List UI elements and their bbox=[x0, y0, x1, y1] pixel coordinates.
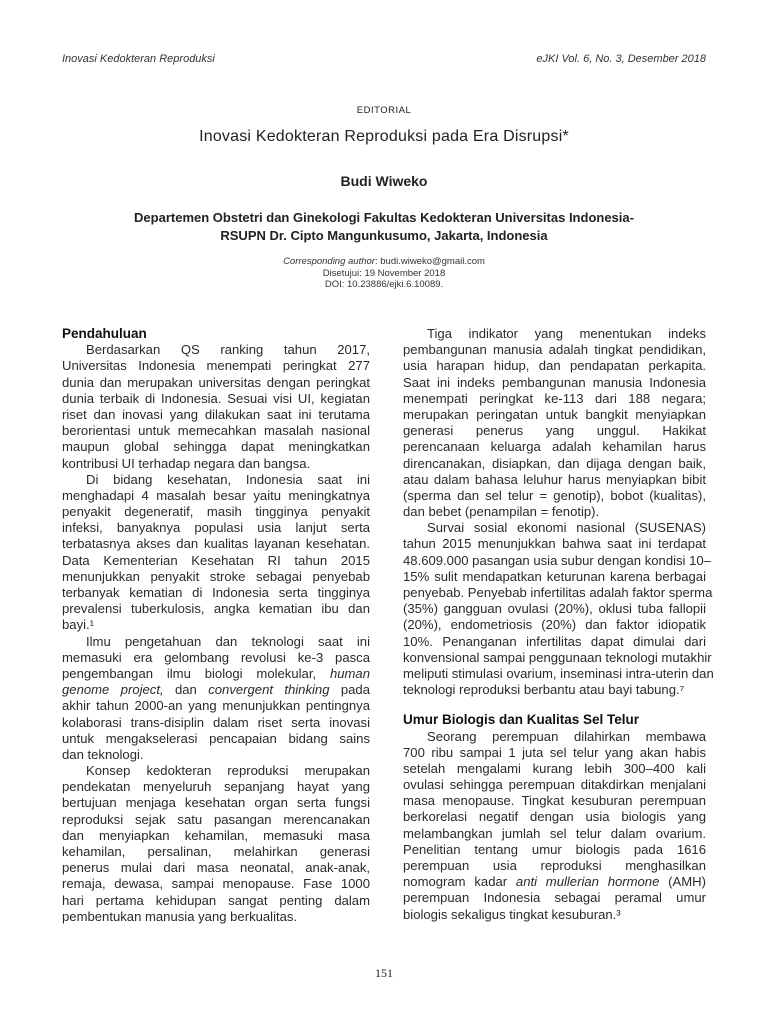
corresponding-email: : budi.wiweko@gmail.com bbox=[374, 256, 485, 267]
doi: DOI: 10.23886/ejki.6.10089. bbox=[324, 279, 444, 290]
paragraph bbox=[403, 520, 714, 698]
text-line: kehamilan, persalinan, melahirkan generasi bbox=[62, 844, 370, 860]
affiliation bbox=[0, 209, 768, 245]
text-line: untuk mengakselerasi pencapaian bidang sains bbox=[62, 730, 370, 746]
text-line: menghadapi 4 masalah besar yaitu meningkatnya bbox=[62, 487, 370, 503]
text-line: 700 ribu sampai 1 juta sel telur yang akan habis bbox=[403, 744, 706, 760]
text-line: 10%. Penanganan infertilitas dapat dimulai dari bbox=[403, 633, 706, 649]
text-line: Data Kementerian Kesehatan RI tahun 2015 bbox=[62, 552, 370, 568]
text-line: penerus mulai dari masa neonatal, anak-anak, bbox=[62, 860, 370, 876]
affiliation-line-1: Departemen Obstetri dan Ginekologi Fakultas Kedokteran Universitas Indonesia- bbox=[134, 210, 634, 225]
corresponding-label: Corresponding author bbox=[283, 256, 375, 267]
text-line: riset dan inovasi yang dilakukan saat ini terutama bbox=[62, 406, 370, 422]
text-line: menempati peringkat ke-113 dari 188 negara; bbox=[403, 390, 706, 406]
text-line: meliputi stimulasi ovarium, inseminasi intra-uterin dan bbox=[403, 665, 714, 681]
text-line: nomogram kadar anti mullerian hormone (AMH) bbox=[403, 874, 706, 890]
text-line: teknologi reproduksi berbantu atau bayi tabung.⁷ bbox=[403, 682, 685, 698]
text-line: dunia terbaik di Indonesia. Sesuai visi UI, kegiatan bbox=[62, 390, 370, 406]
text-line: infeksi, banyaknya populasi usia lanjut serta bbox=[62, 520, 370, 536]
paragraph bbox=[62, 634, 370, 764]
article-title: Inovasi Kedokteran Reproduksi pada Era Disrupsi* bbox=[199, 128, 569, 145]
section-label: EDITORIAL bbox=[356, 105, 412, 116]
text-line: genome project, dan convergent thinking pada bbox=[62, 682, 370, 698]
text-line: 15% sulit mendapatkan keturunan karena berbagai bbox=[403, 568, 706, 584]
text-line: generasi penerus yang unggul. Hakikat bbox=[403, 423, 706, 439]
text-line: remaja, dewasa, sampai menopause. Fase 1000 bbox=[62, 876, 370, 892]
text-line: berkorelasi negatif dengan usia biologis yang bbox=[403, 809, 706, 825]
paragraph bbox=[403, 729, 706, 923]
author-name: Budi Wiweko bbox=[340, 173, 428, 189]
text-line: kontribusi UI terhadap negara dan bangsa. bbox=[62, 455, 311, 471]
text-line: pembentukan manusia yang berkualitas. bbox=[62, 908, 298, 924]
text-line: pengembangan ilmu biologi molekular, human bbox=[62, 665, 370, 681]
section-gap bbox=[403, 698, 706, 712]
text-line: perencanaan keluarga adalah kehamilan harus bbox=[403, 439, 706, 455]
text-line: penyebab. Penyebab infertilitas adalah faktor sperma bbox=[403, 585, 713, 600]
text-line: menunjukkan penyakit stroke sebagai penyebab bbox=[62, 568, 370, 584]
text-line: biologis sekaligus tingkat kesuburan.³ bbox=[403, 906, 621, 922]
text-line: (35%) gangguan ovulasi (20%), oklusi tuba fallopii bbox=[403, 601, 706, 617]
text-line: Penelitian tentang umur biologis pada 1616 bbox=[403, 841, 706, 857]
running-header-right: eJKI Vol. 6, No. 3, Desember 2018 bbox=[536, 53, 706, 65]
text-line: hari pertama kehidupan sangat penting dalam bbox=[62, 892, 370, 908]
text-line: bertujuan menjaga kesehatan organ serta fungsi bbox=[62, 795, 370, 811]
paragraph bbox=[62, 763, 370, 925]
corresponding-author bbox=[0, 256, 768, 268]
text-line: setelah mengalami kurang lebih 300–400 kali bbox=[403, 760, 706, 776]
text-line: Survai sosial ekonomi nasional (SUSENAS) bbox=[427, 520, 706, 536]
text-line: ovulasi sehingga perempuan ditakdirkan menjalani bbox=[403, 777, 706, 793]
text-line: reproduksi sejak satu pasangan merencanakan bbox=[62, 811, 370, 827]
text-line: terbatasnya akses dan kualitas layanan kesehatan. bbox=[62, 536, 370, 552]
running-header-left: Inovasi Kedokteran Reproduksi bbox=[62, 53, 215, 65]
article-meta bbox=[0, 256, 768, 291]
paragraph bbox=[403, 326, 706, 520]
page-number: 151 bbox=[375, 966, 393, 980]
text-line: kolaborasi trans-disiplin dalam riset serta inovasi bbox=[62, 714, 370, 730]
text-line: Konsep kedokteran reproduksi merupakan bbox=[86, 763, 370, 779]
text-line: konvensional sampai penggunaan teknologi mutakhir bbox=[403, 649, 712, 665]
text-line: Berdasarkan QS ranking tahun 2017, bbox=[86, 342, 370, 358]
right-column bbox=[403, 326, 714, 923]
text-line: melambangkan jumlah sel telur dalam ovarium. bbox=[403, 825, 706, 841]
text-line: usia harapan hidup, dan pendapatan perkapita. bbox=[403, 358, 706, 374]
text-line: Saat ini indeks pembangunan manusia Indonesia bbox=[403, 374, 706, 390]
paragraph bbox=[62, 342, 370, 472]
text-line: memasuki era gelombang revolusi ke-3 pasca bbox=[62, 649, 370, 665]
text-line: Ilmu pengetahuan dan teknologi saat ini bbox=[86, 633, 370, 649]
text-line: pendekatan menyeluruh sepanjang hayat yang bbox=[62, 779, 370, 795]
text-line: Di bidang kesehatan, Indonesia saat ini bbox=[86, 471, 370, 487]
approved-date: Disetujui: 19 November 2018 bbox=[322, 267, 446, 279]
text-line: merupakan peringatan untuk bangkit menyiapkan bbox=[403, 406, 706, 422]
text-line: masa menopause. Tingkat kesuburan perempuan bbox=[403, 793, 706, 809]
text-line: perempuan usia reproduksi menghasilkan bbox=[403, 858, 706, 874]
paragraph bbox=[62, 472, 370, 634]
text-line: tahun 2015 menunjukkan bahwa saat ini terdapat bbox=[403, 536, 706, 552]
section-heading: Pendahuluan bbox=[62, 326, 147, 341]
text-line: dan bebet (penampilan = fenotip). bbox=[403, 504, 600, 520]
text-line: prevalensi tuberkulosis, angka kematian ibu dan bbox=[62, 601, 370, 617]
text-line: pembangunan manusia adalah tingkat pendidikan, bbox=[403, 342, 706, 358]
text-line: bayi.¹ bbox=[62, 617, 95, 633]
text-line: dan menyiapkan kehamilan, memasuki masa bbox=[62, 827, 370, 843]
text-line: penyakit degeneratif, masih tingginya penyakit bbox=[62, 504, 370, 520]
text-line: (sperma dan sel telur = genotip), bobot (kualitas), bbox=[403, 487, 706, 503]
left-column bbox=[62, 326, 370, 925]
text-line: terbanyak kematian di Indonesia serta tingginya bbox=[62, 585, 370, 601]
text-line: berorientasi untuk memecahkan masalah nasional bbox=[62, 423, 370, 439]
text-line: akhir tahun 2000-an yang menunjukkan pentingnya bbox=[62, 698, 370, 714]
text-line: direncanakan, disiapkan, dan dijaga dengan baik, bbox=[403, 455, 706, 471]
text-line: Universitas Indonesia menempati peringkat 277 bbox=[62, 358, 370, 374]
section-heading: Umur Biologis dan Kualitas Sel Telur bbox=[403, 712, 640, 728]
text-line: Tiga indikator yang menentukan indeks bbox=[427, 326, 706, 341]
text-line: atau dalam bahasa leluhur harus menyiapkan bibit bbox=[403, 471, 706, 487]
text-line: 48.609.000 pasangan usia subur dengan kondisi 10– bbox=[403, 552, 711, 568]
text-line: dunia dan merupakan universitas dengan peringkat bbox=[62, 374, 370, 390]
text-line: maupun global sehingga dapat meningkatkan bbox=[62, 439, 370, 455]
text-line: (20%), endometriosis (20%) dan faktor idiopatik bbox=[403, 617, 706, 633]
text-line: dan teknologi. bbox=[62, 746, 144, 762]
text-line: Seorang perempuan dilahirkan membawa bbox=[427, 728, 706, 744]
text-line: perempuan Indonesia sebagai peramal umur bbox=[403, 890, 706, 906]
affiliation-line-2: RSUPN Dr. Cipto Mangunkusumo, Jakarta, Indonesia bbox=[220, 228, 548, 243]
